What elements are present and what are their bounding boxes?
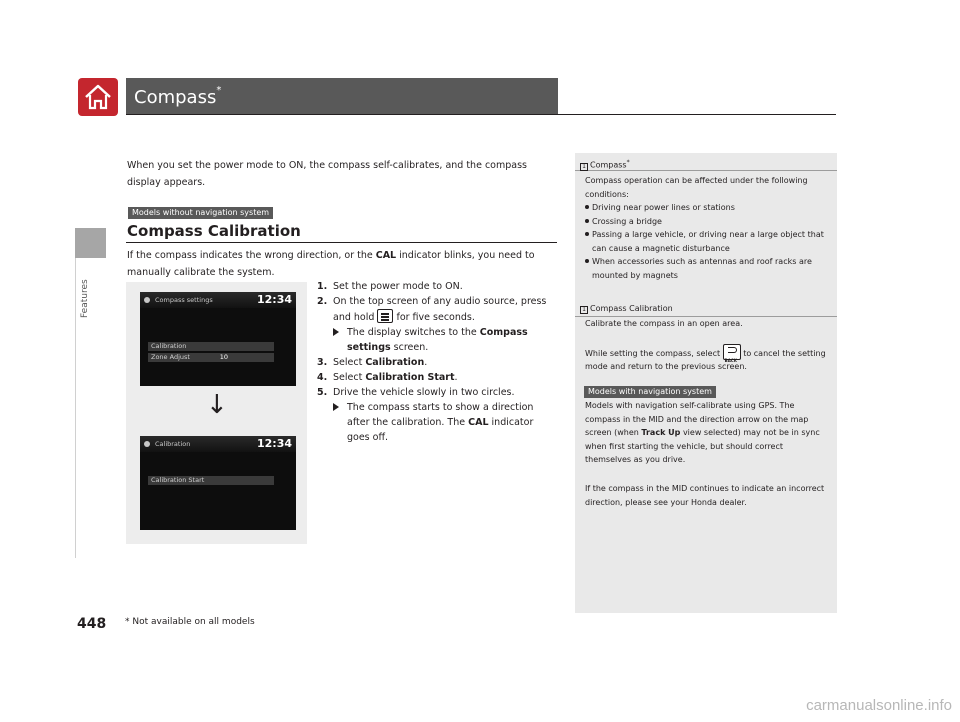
footnote: * Not available on all models: [125, 617, 255, 627]
section-title: Compass Calibration: [127, 222, 301, 240]
zone-adjust-label: Zone Adjust: [151, 353, 190, 361]
step-text-post: for five seconds.: [396, 312, 475, 323]
sidebar-notes: [575, 153, 837, 613]
step-text-post: .: [454, 372, 458, 383]
bullet-item: Passing a large vehicle, or driving near a large object that can cause a magnetic disturbance: [585, 228, 830, 255]
result-text-post: indicator goes off.: [347, 417, 534, 443]
compass-note-text: Compass operation can be affected under the following conditions:: [585, 176, 808, 199]
models-without-nav-tag: Models without navigation system: [128, 207, 273, 219]
step-5-result: [317, 400, 557, 445]
bullet-item: When accessories such as antennas and roof racks are mounted by magnets: [585, 255, 830, 282]
calibration-screen: [140, 436, 296, 530]
cal-indicator-label: CAL: [375, 250, 397, 261]
calibration-start-row[interactable]: [148, 476, 274, 485]
chapter-divider: [75, 258, 76, 558]
page-number: 448: [77, 616, 107, 632]
screen-title: Compass settings: [155, 296, 213, 304]
screen-menu-icon: [144, 441, 150, 447]
step-text: Select: [333, 372, 366, 383]
section-intro: [127, 247, 557, 281]
screen-header: [140, 436, 296, 452]
step-text: Select: [333, 357, 366, 368]
step-number: 2.: [317, 296, 328, 307]
note-title-mark: *: [626, 159, 630, 166]
reference-icon: 1: [580, 306, 588, 314]
step-1: [317, 279, 557, 294]
result-arrow-icon: [333, 328, 339, 336]
chapter-tab[interactable]: [75, 228, 106, 258]
step-5: [317, 385, 557, 400]
step-2: [317, 294, 557, 325]
note-header-compass: [575, 155, 837, 171]
section-intro-pre: If the compass indicates the wrong direction, or the: [127, 250, 376, 261]
title-bar: [126, 78, 558, 114]
intro-text: When you set the power mode to ON, the compass self-calibrates, and the compass display appears.: [127, 160, 527, 188]
screen-clock: 12:34: [256, 293, 292, 306]
section-intro-post: indicator blinks, you need to manually calibrate the system.: [127, 250, 535, 278]
calibration-note-text: Calibrate the compass in an open area.: [585, 319, 743, 328]
result-arrow-icon: [333, 403, 339, 411]
step-3: [317, 355, 557, 370]
watermark: carmanualsonline.info: [806, 697, 952, 714]
zone-adjust-row[interactable]: [148, 353, 274, 362]
page-title: [134, 87, 221, 108]
step-number: 3.: [317, 357, 328, 368]
title-footnote-mark: *: [216, 85, 222, 96]
gps-note: [585, 399, 830, 467]
step-text: Set the power mode to ON.: [333, 281, 463, 292]
zone-adjust-value: 10: [219, 353, 228, 361]
compass-settings-screen: [140, 292, 296, 386]
calibration-note: [585, 317, 830, 374]
step-2-result: [317, 325, 557, 355]
note-title: Compass Calibration: [590, 304, 673, 313]
step-number: 4.: [317, 372, 328, 383]
step-bold: Calibration: [365, 357, 425, 368]
result-text: The display switches to the: [347, 327, 480, 338]
chapter-label: Features: [80, 279, 90, 318]
back-button-icon: [723, 344, 741, 363]
down-arrow-icon: ↓: [206, 390, 228, 420]
back-note-post: to cancel the setting mode and return to the previous screen.: [585, 348, 826, 371]
result-bold: Compass settings: [347, 327, 528, 353]
back-note: [585, 344, 830, 374]
note-title: Compass: [590, 160, 627, 170]
screen-illustrations: [126, 282, 307, 544]
screen-title: Calibration: [155, 440, 191, 448]
calibration-steps: [317, 279, 557, 445]
reference-icon: 1: [580, 163, 588, 171]
dealer-note: If the compass in the MID continues to indicate an incorrect direction, please see your Honda dealer.: [585, 484, 825, 507]
step-4: [317, 370, 557, 385]
compass-note: [585, 174, 830, 282]
screen-menu-icon: [144, 297, 150, 303]
note-header-calibration: [575, 301, 837, 317]
gps-note-bold: Track Up: [641, 428, 681, 437]
result-bold: CAL: [468, 417, 489, 428]
page-title-text: Compass: [134, 87, 217, 108]
result-text: The compass starts to show a direction after the calibration. The: [347, 402, 534, 428]
step-text-post: .: [424, 357, 428, 368]
section-rule: [126, 242, 557, 243]
step-number: 5.: [317, 387, 328, 398]
calibration-row-label: Calibration: [151, 342, 187, 350]
menu-button-icon: [377, 309, 393, 323]
step-bold: Calibration Start: [365, 372, 455, 383]
back-button-label: BACK: [724, 357, 737, 363]
models-with-nav-tag: Models with navigation system: [584, 386, 716, 398]
gps-note-post: view selected) may not be in sync when first starting the vehicle, but should correct themselves as you drive.: [585, 428, 820, 464]
step-text: Drive the vehicle slowly in two circles.: [333, 387, 515, 398]
result-text-post: screen.: [390, 342, 429, 353]
home-icon[interactable]: [78, 78, 118, 116]
calibration-start-label: Calibration Start: [151, 476, 205, 484]
bullet-item: Driving near power lines or stations: [585, 201, 830, 215]
step-number: 1.: [317, 281, 328, 292]
screen-clock: 12:34: [256, 437, 292, 450]
screen-header: [140, 292, 296, 308]
gps-note-pre: Models with navigation self-calibrate using GPS. The compass in the MID and the direction arrow on the map screen (when: [585, 401, 809, 437]
calibration-row[interactable]: [148, 342, 274, 351]
back-note-pre: While setting the compass, select: [585, 348, 721, 358]
bullet-item: Crossing a bridge: [585, 215, 830, 229]
step-text: On the top screen of any audio source, press and hold: [333, 296, 547, 323]
title-rule: [126, 114, 836, 115]
